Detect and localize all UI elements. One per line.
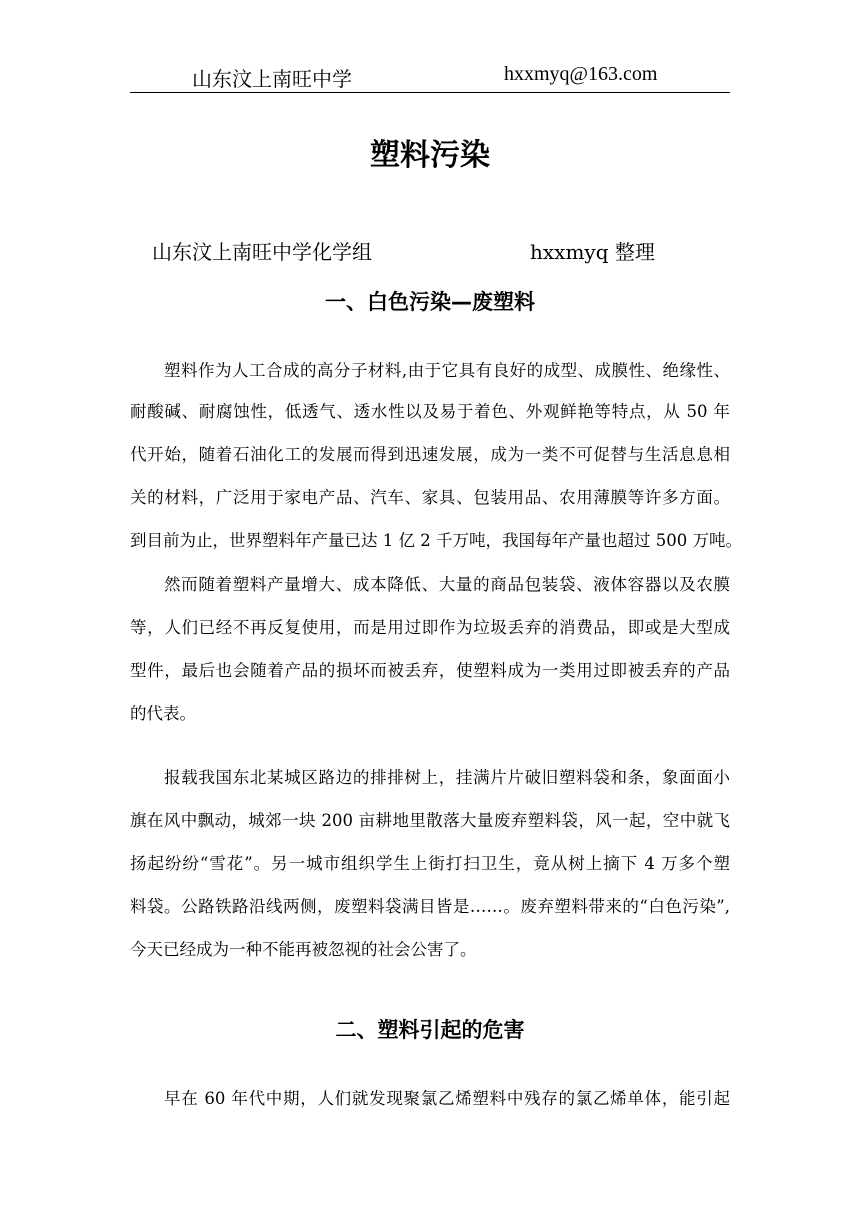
section-heading: 一、白色污染—废塑料 [325,290,535,314]
byline-author: hxxmyq 整理 [530,240,655,264]
section-heading: 二、塑料引起的危害 [335,1018,525,1042]
header-school-name: 山东汶上南旺中学 [192,67,352,91]
paragraph-line: 旗在风中飘动，城郊一块 200 亩耕地里散落大量废弃塑料袋，风一起，空中就飞 [130,811,730,830]
paragraph-line: 代开始，随着石油化工的发展而得到迅速发展，成为一类不可促替与生活息息相 [130,445,730,464]
page-header [130,60,730,93]
paragraph-line: 塑料作为人工合成的高分子材料,由于它具有良好的成型、成膜性、绝缘性、 [164,361,730,380]
paragraph-line: 料袋。公路铁路沿线两侧，废塑料袋满目皆是……。废弃塑料带来的“白色污染”, [130,897,730,916]
paragraph-line: 等，人们已经不再反复使用，而是用过即作为垃圾丢弃的消费品，即或是大型成 [130,618,730,637]
document-title: 塑料污染 [370,138,490,173]
paragraph-line: 报载我国东北某城区路边的排排树上，挂满片片破旧塑料袋和条，象面面小 [164,768,730,787]
paragraph-line: 早在 60 年代中期，人们就发现聚氯乙烯塑料中残存的氯乙烯单体，能引起 [164,1089,730,1108]
paragraph-line: 型件，最后也会随着产品的损坏而被丢弃，使塑料成为一类用过即被丢弃的产品 [130,661,730,680]
paragraph-line: 扬起纷纷“雪花”。另一城市组织学生上街打扫卫生，竟从树上摘下 4 万多个塑 [130,854,730,873]
header-email: hxxmyq@163.com [504,63,658,85]
paragraph-line: 然而随着塑料产量增大、成本降低、大量的商品包装袋、液体容器以及农膜 [164,575,730,594]
paragraph-line: 今天已经成为一种不能再被忽视的社会公害了。 [130,940,477,959]
paragraph-line: 的代表。 [130,704,196,723]
paragraph-line: 到目前为止，世界塑料年产量已达 1 亿 2 千万吨，我国每年产量也超过 500 万吨。 [130,531,742,550]
paragraph-line: 关的材料，广泛用于家电产品、汽车、家具、包装用品、农用薄膜等许多方面。 [130,488,730,507]
paragraph-line: 耐酸碱、耐腐蚀性，低透气、透水性以及易于着色、外观鲜艳等特点，从 50 年 [130,402,730,421]
byline-group: 山东汶上南旺中学化学组 [152,240,372,264]
